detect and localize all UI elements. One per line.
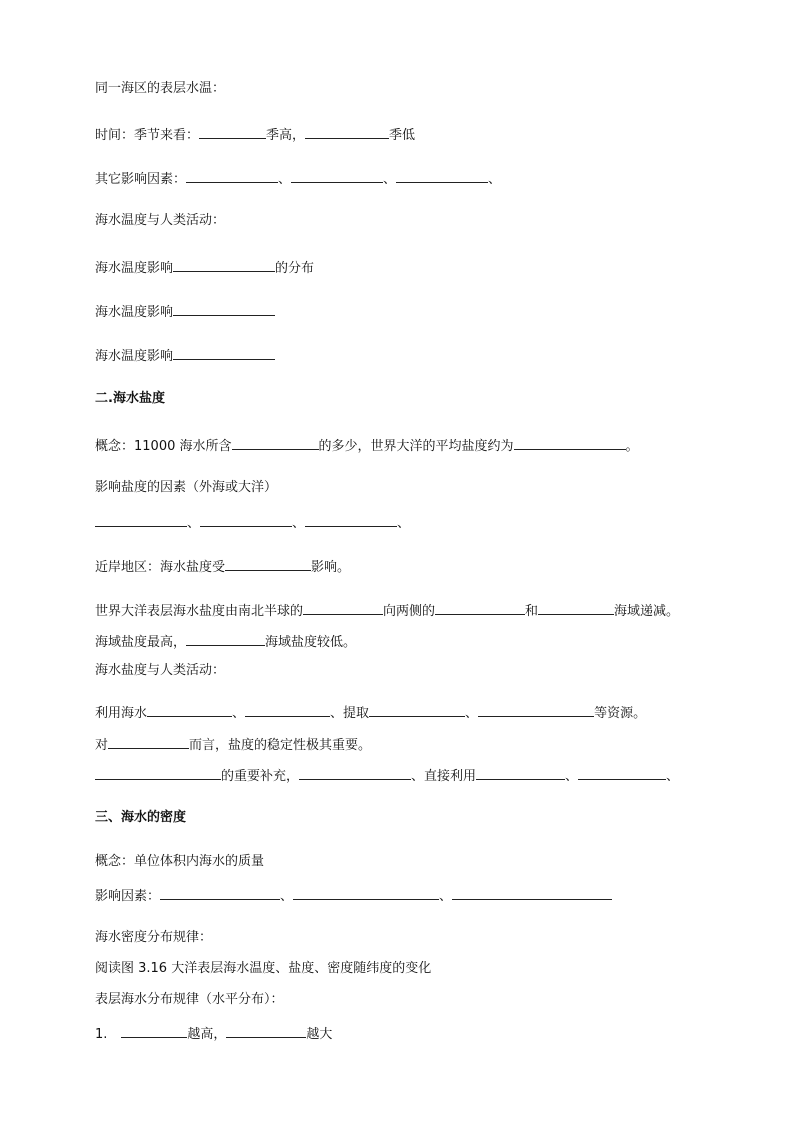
section-heading-density	[95, 809, 186, 827]
line-density-rules	[95, 929, 212, 947]
text: 、直接利用	[411, 769, 477, 784]
text: 表层海水分布规律（水平分布）：	[95, 992, 284, 1007]
text: 海水温度影响	[95, 261, 174, 276]
text: 阅读图 3.16 大洋表层海水温度、盐度、密度随纬度的变化	[95, 961, 432, 976]
blank[interactable]	[173, 257, 275, 272]
text: 、	[465, 706, 479, 721]
text: 、	[439, 889, 453, 904]
blank[interactable]	[303, 600, 383, 615]
text: 海域盐度较低。	[265, 635, 357, 650]
text: 三、海水的密度	[95, 810, 187, 825]
text: 近岸地区：海水盐度受	[95, 560, 226, 575]
text: 、	[278, 172, 292, 187]
text: 海水密度分布规律：	[95, 930, 213, 945]
text: 海域递减。	[614, 604, 680, 619]
line-surface-rule	[95, 991, 284, 1009]
line-use-seawater	[95, 702, 646, 723]
text: 越高，	[187, 1027, 227, 1042]
line-temp-human	[95, 212, 225, 230]
text: 、	[232, 706, 246, 721]
text: 的重要补充，	[221, 769, 300, 784]
text: 等资源。	[594, 706, 647, 721]
blank[interactable]	[95, 765, 221, 780]
text: 、提取	[330, 706, 370, 721]
blank[interactable]	[578, 765, 666, 780]
text: 海域盐度最高，	[95, 635, 187, 650]
text: 的分布	[275, 261, 315, 276]
line-read-figure	[95, 960, 431, 978]
line-temp-affect-3	[95, 345, 275, 366]
blank[interactable]	[173, 301, 275, 316]
blank[interactable]	[538, 600, 614, 615]
text: 季高，	[266, 128, 306, 143]
blank[interactable]	[95, 512, 187, 527]
text: 向两侧的	[383, 604, 436, 619]
line-salinity-factors	[95, 479, 277, 497]
blank[interactable]	[293, 885, 439, 900]
text: 和	[525, 604, 539, 619]
blank[interactable]	[299, 765, 411, 780]
blank[interactable]	[225, 556, 311, 571]
text: 影响因素：	[95, 889, 161, 904]
text: 、	[280, 889, 294, 904]
line-rule-1	[95, 1023, 332, 1044]
blank[interactable]	[121, 1023, 187, 1038]
line-salinity-blanks	[95, 512, 410, 533]
text: 海水温度影响	[95, 305, 174, 320]
blank[interactable]	[452, 885, 612, 900]
blank[interactable]	[305, 124, 389, 139]
text: 概念：11000 海水所含	[95, 439, 232, 454]
text: 利用海水	[95, 706, 148, 721]
text: 影响盐度的因素（外海或大洋）	[95, 480, 278, 495]
blank[interactable]	[186, 631, 265, 646]
text: 、	[565, 769, 579, 784]
line-density-factors	[95, 885, 612, 906]
text: 世界大洋表层海水盐度由南北半球的	[95, 604, 304, 619]
line-temp-affect-1	[95, 257, 314, 278]
list-number: 1.	[95, 1027, 108, 1042]
text: 、	[666, 769, 680, 784]
line-other-factors	[95, 168, 501, 189]
text: 越大	[306, 1027, 333, 1042]
text: 其它影响因素：	[95, 172, 187, 187]
text: 。	[625, 439, 639, 454]
text: 、	[292, 516, 306, 531]
text: 二.海水盐度	[95, 391, 165, 406]
blank[interactable]	[160, 885, 280, 900]
text: 海水温度影响	[95, 349, 174, 364]
text: 对	[95, 738, 109, 753]
blank[interactable]	[435, 600, 525, 615]
blank[interactable]	[369, 702, 465, 717]
blank[interactable]	[147, 702, 232, 717]
text: 、	[383, 172, 397, 187]
text: 时间：季节来看：	[95, 128, 200, 143]
line-temp-affect-2	[95, 301, 275, 322]
text: 影响。	[311, 560, 351, 575]
text: 、	[488, 172, 502, 187]
blank[interactable]	[200, 512, 292, 527]
blank[interactable]	[226, 1023, 306, 1038]
text: 、	[397, 516, 411, 531]
text: 海水盐度与人类活动：	[95, 663, 226, 678]
blank[interactable]	[514, 435, 626, 450]
text: 海水温度与人类活动：	[95, 213, 226, 228]
blank[interactable]	[199, 124, 266, 139]
line-density-concept	[95, 853, 264, 871]
line-season	[95, 124, 415, 145]
line-salinity-distribution	[95, 600, 679, 621]
blank[interactable]	[305, 512, 397, 527]
text: 同一海区的表层水温：	[95, 81, 226, 96]
text: 季低	[389, 128, 416, 143]
blank[interactable]	[478, 702, 594, 717]
text: 、	[187, 516, 201, 531]
blank[interactable]	[396, 168, 488, 183]
line-stability	[95, 734, 371, 755]
line-supplement	[95, 765, 679, 786]
blank[interactable]	[173, 345, 275, 360]
blank[interactable]	[476, 765, 565, 780]
line-salinity-human	[95, 662, 225, 680]
line-salinity-concept	[95, 435, 639, 456]
blank[interactable]	[245, 702, 330, 717]
blank[interactable]	[108, 734, 189, 749]
line-salinity-highest	[95, 631, 356, 652]
text: 概念：单位体积内海水的质量	[95, 854, 265, 869]
line-coastal	[95, 556, 350, 577]
section-heading-salinity	[95, 390, 165, 408]
text: 的多少，世界大洋的平均盐度约为	[318, 439, 514, 454]
line-surface-temp-heading	[95, 80, 225, 98]
blank[interactable]	[186, 168, 278, 183]
text: 而言，盐度的稳定性极其重要。	[189, 738, 372, 753]
blank[interactable]	[232, 435, 319, 450]
blank[interactable]	[291, 168, 383, 183]
